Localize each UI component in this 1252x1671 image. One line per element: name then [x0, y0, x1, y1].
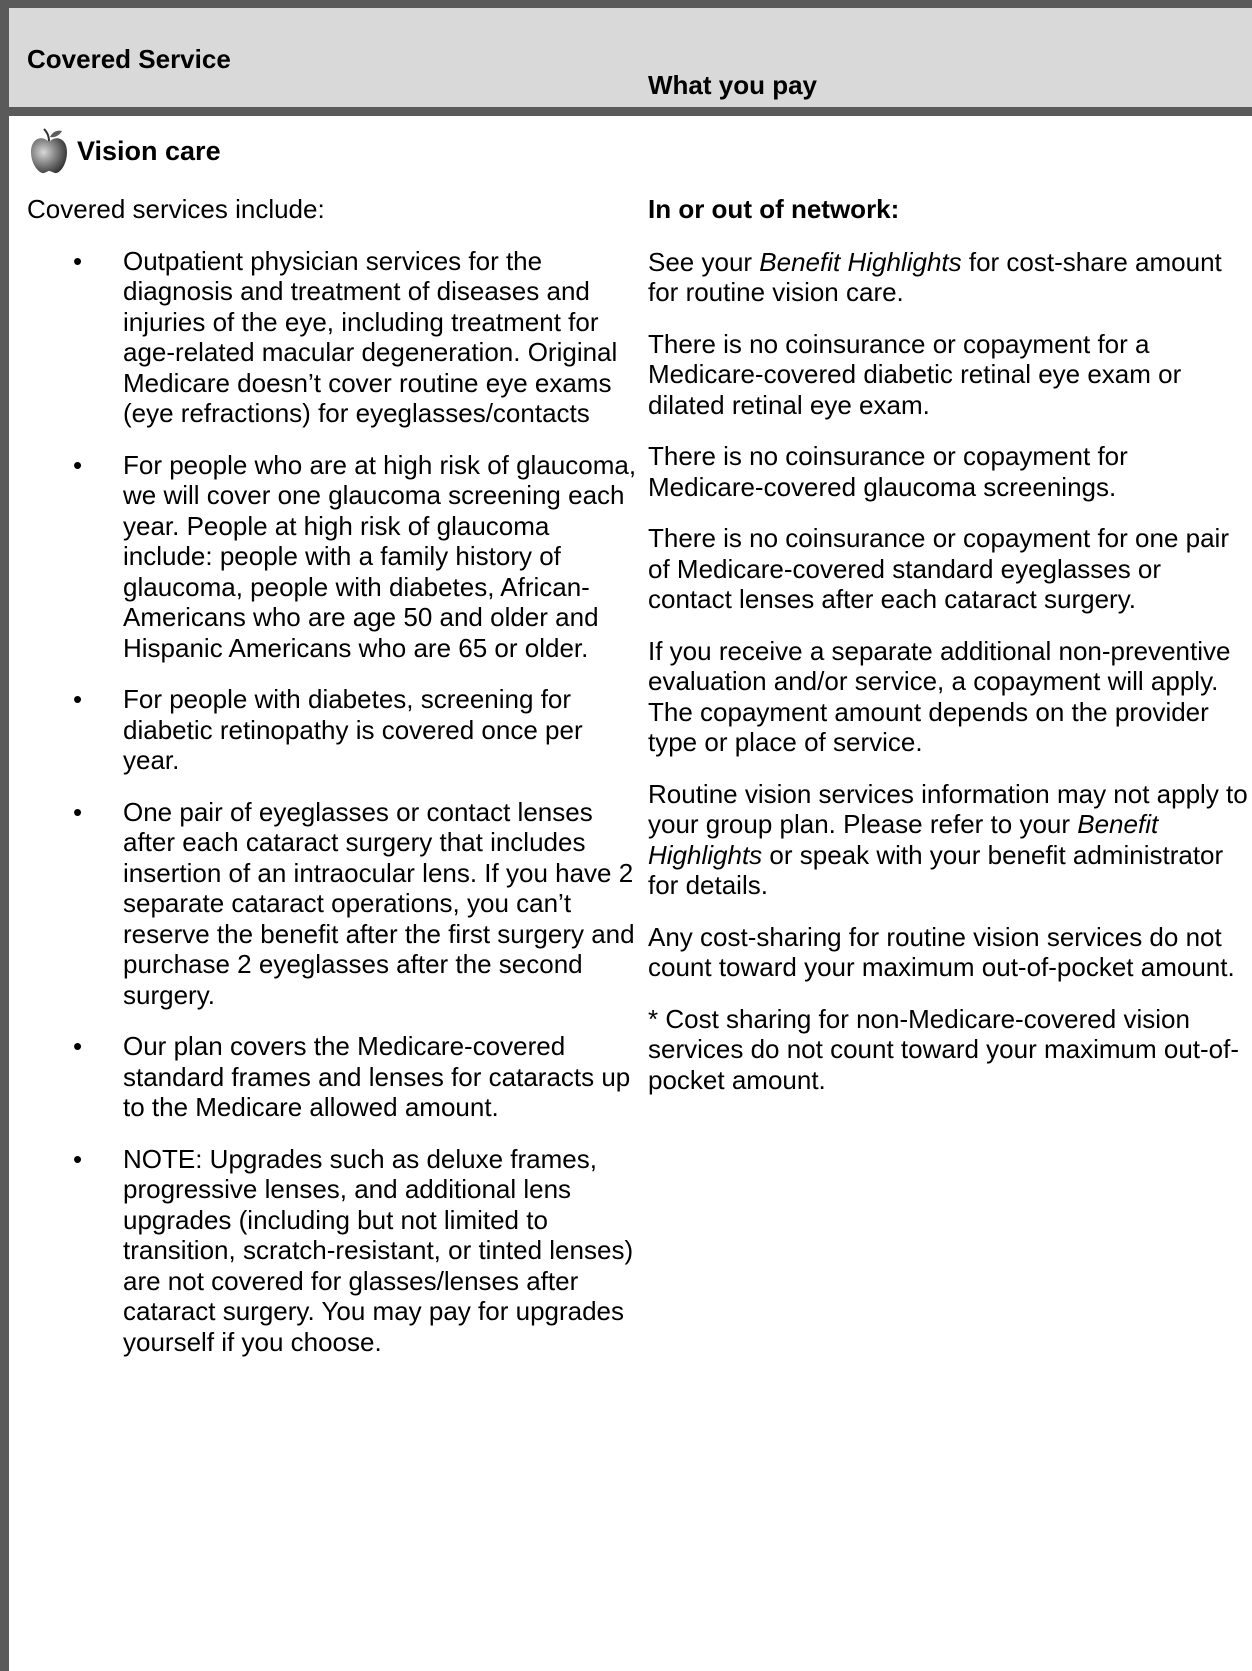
- table-top-border: [0, 0, 1252, 8]
- bullet-icon: •: [73, 245, 83, 276]
- column-header-covered-service: Covered Service: [27, 44, 231, 74]
- bullet-icon: •: [73, 796, 83, 827]
- cost-paragraph: There is no coinsurance or copayment for a Medicare-covered diabetic retinal eye exam or dilated retinal eye exam.: [648, 328, 1182, 420]
- apple-icon: [27, 127, 71, 175]
- what-you-pay-column: [648, 194, 1248, 1116]
- header-divider: [0, 107, 1252, 116]
- benefit-highlights-ref: Benefit Highlights: [759, 246, 962, 277]
- paragraph-text: See your: [648, 246, 760, 277]
- network-heading: In or out of network:: [648, 194, 900, 224]
- cost-paragraph: [648, 779, 1248, 901]
- list-item: [27, 797, 643, 1011]
- covered-services-intro: Covered services include:: [27, 194, 325, 224]
- list-item: [27, 684, 643, 776]
- bullet-icon: •: [73, 1143, 83, 1174]
- list-item-text: NOTE: Upgrades such as deluxe frames, progressive lenses, and additional lens upgrades (including but not limited to transition, scratch-resistant, or tinted lenses) are not covered for glasses/lenses after cataract surgery. You may pay for upgrades yourself if you choose.: [123, 1143, 634, 1357]
- cost-paragraph: There is no coinsurance or copayment for one pair of Medicare-covered standard eyeglasses or contact lenses after each cataract surgery.: [648, 523, 1229, 614]
- paragraph-text: or speak with your benefit administrator for details.: [648, 839, 1224, 900]
- covered-service-column: [27, 194, 637, 1378]
- list-item-text: Outpatient physician services for the diagnosis and treatment of diseases and injuries of the eye, including treatment for age-related macular degeneration. Original Medicare doesn’t cover routine eye exams (eye refractions) for eyeglasses/contacts: [123, 245, 618, 428]
- cost-paragraph: * Cost sharing for non-Medicare-covered vision services do not count toward your maximum out-of-pocket amount.: [648, 1003, 1240, 1095]
- list-item: [27, 246, 643, 429]
- list-item-text: For people who are at high risk of glaucoma, we will cover one glaucoma screening each year. People at high risk of glaucoma include: people with a family history of glaucoma, people with diabetes, African-Americans who are age 50 and older and Hispanic Americans who are 65 or older.: [123, 449, 637, 663]
- list-item: [27, 1144, 643, 1358]
- table-left-border: [0, 0, 9, 1671]
- cost-paragraph: Any cost-sharing for routine vision services do not count toward your maximum out-of-pocket amount.: [648, 921, 1235, 982]
- section-title-row: [27, 126, 221, 176]
- section-title: Vision care: [77, 135, 221, 166]
- paragraph-text: Routine vision services information may not apply to your group plan. Please refer to your: [648, 778, 1248, 839]
- list-item: [27, 1031, 643, 1123]
- covered-services-list: [27, 245, 637, 1358]
- list-item-text: For people with diabetes, screening for diabetic retinopathy is covered once per year.: [123, 684, 583, 775]
- list-item-text: Our plan covers the Medicare-covered standard frames and lenses for cataracts up to the Medicare allowed amount.: [123, 1031, 631, 1122]
- list-item-text: One pair of eyeglasses or contact lenses after each cataract surgery that includes insertion of an intraocular lens. If you have 2 separate cataract operations, you can’t reserve the benefit after the first surgery and purchase 2 eyeglasses after the second surgery.: [123, 796, 635, 1010]
- cost-paragraph: [648, 247, 1248, 308]
- bullet-icon: •: [73, 449, 83, 480]
- bullet-icon: •: [73, 1031, 83, 1061]
- paragraph-text: for cost-share amount for routine vision care.: [648, 246, 1222, 307]
- bullet-icon: •: [73, 684, 83, 714]
- cost-paragraph: There is no coinsurance or copayment for Medicare-covered glaucoma screenings.: [648, 441, 1128, 502]
- list-item: [27, 450, 643, 664]
- benefit-highlights-ref: Benefit Highlights: [648, 809, 1159, 870]
- column-header-what-you-pay: What you pay: [648, 70, 818, 100]
- cost-paragraph: If you receive a separate additional non-preventive evaluation and/or service, a copayment will apply. The copayment amount depends on the provider type or place of service.: [648, 635, 1231, 757]
